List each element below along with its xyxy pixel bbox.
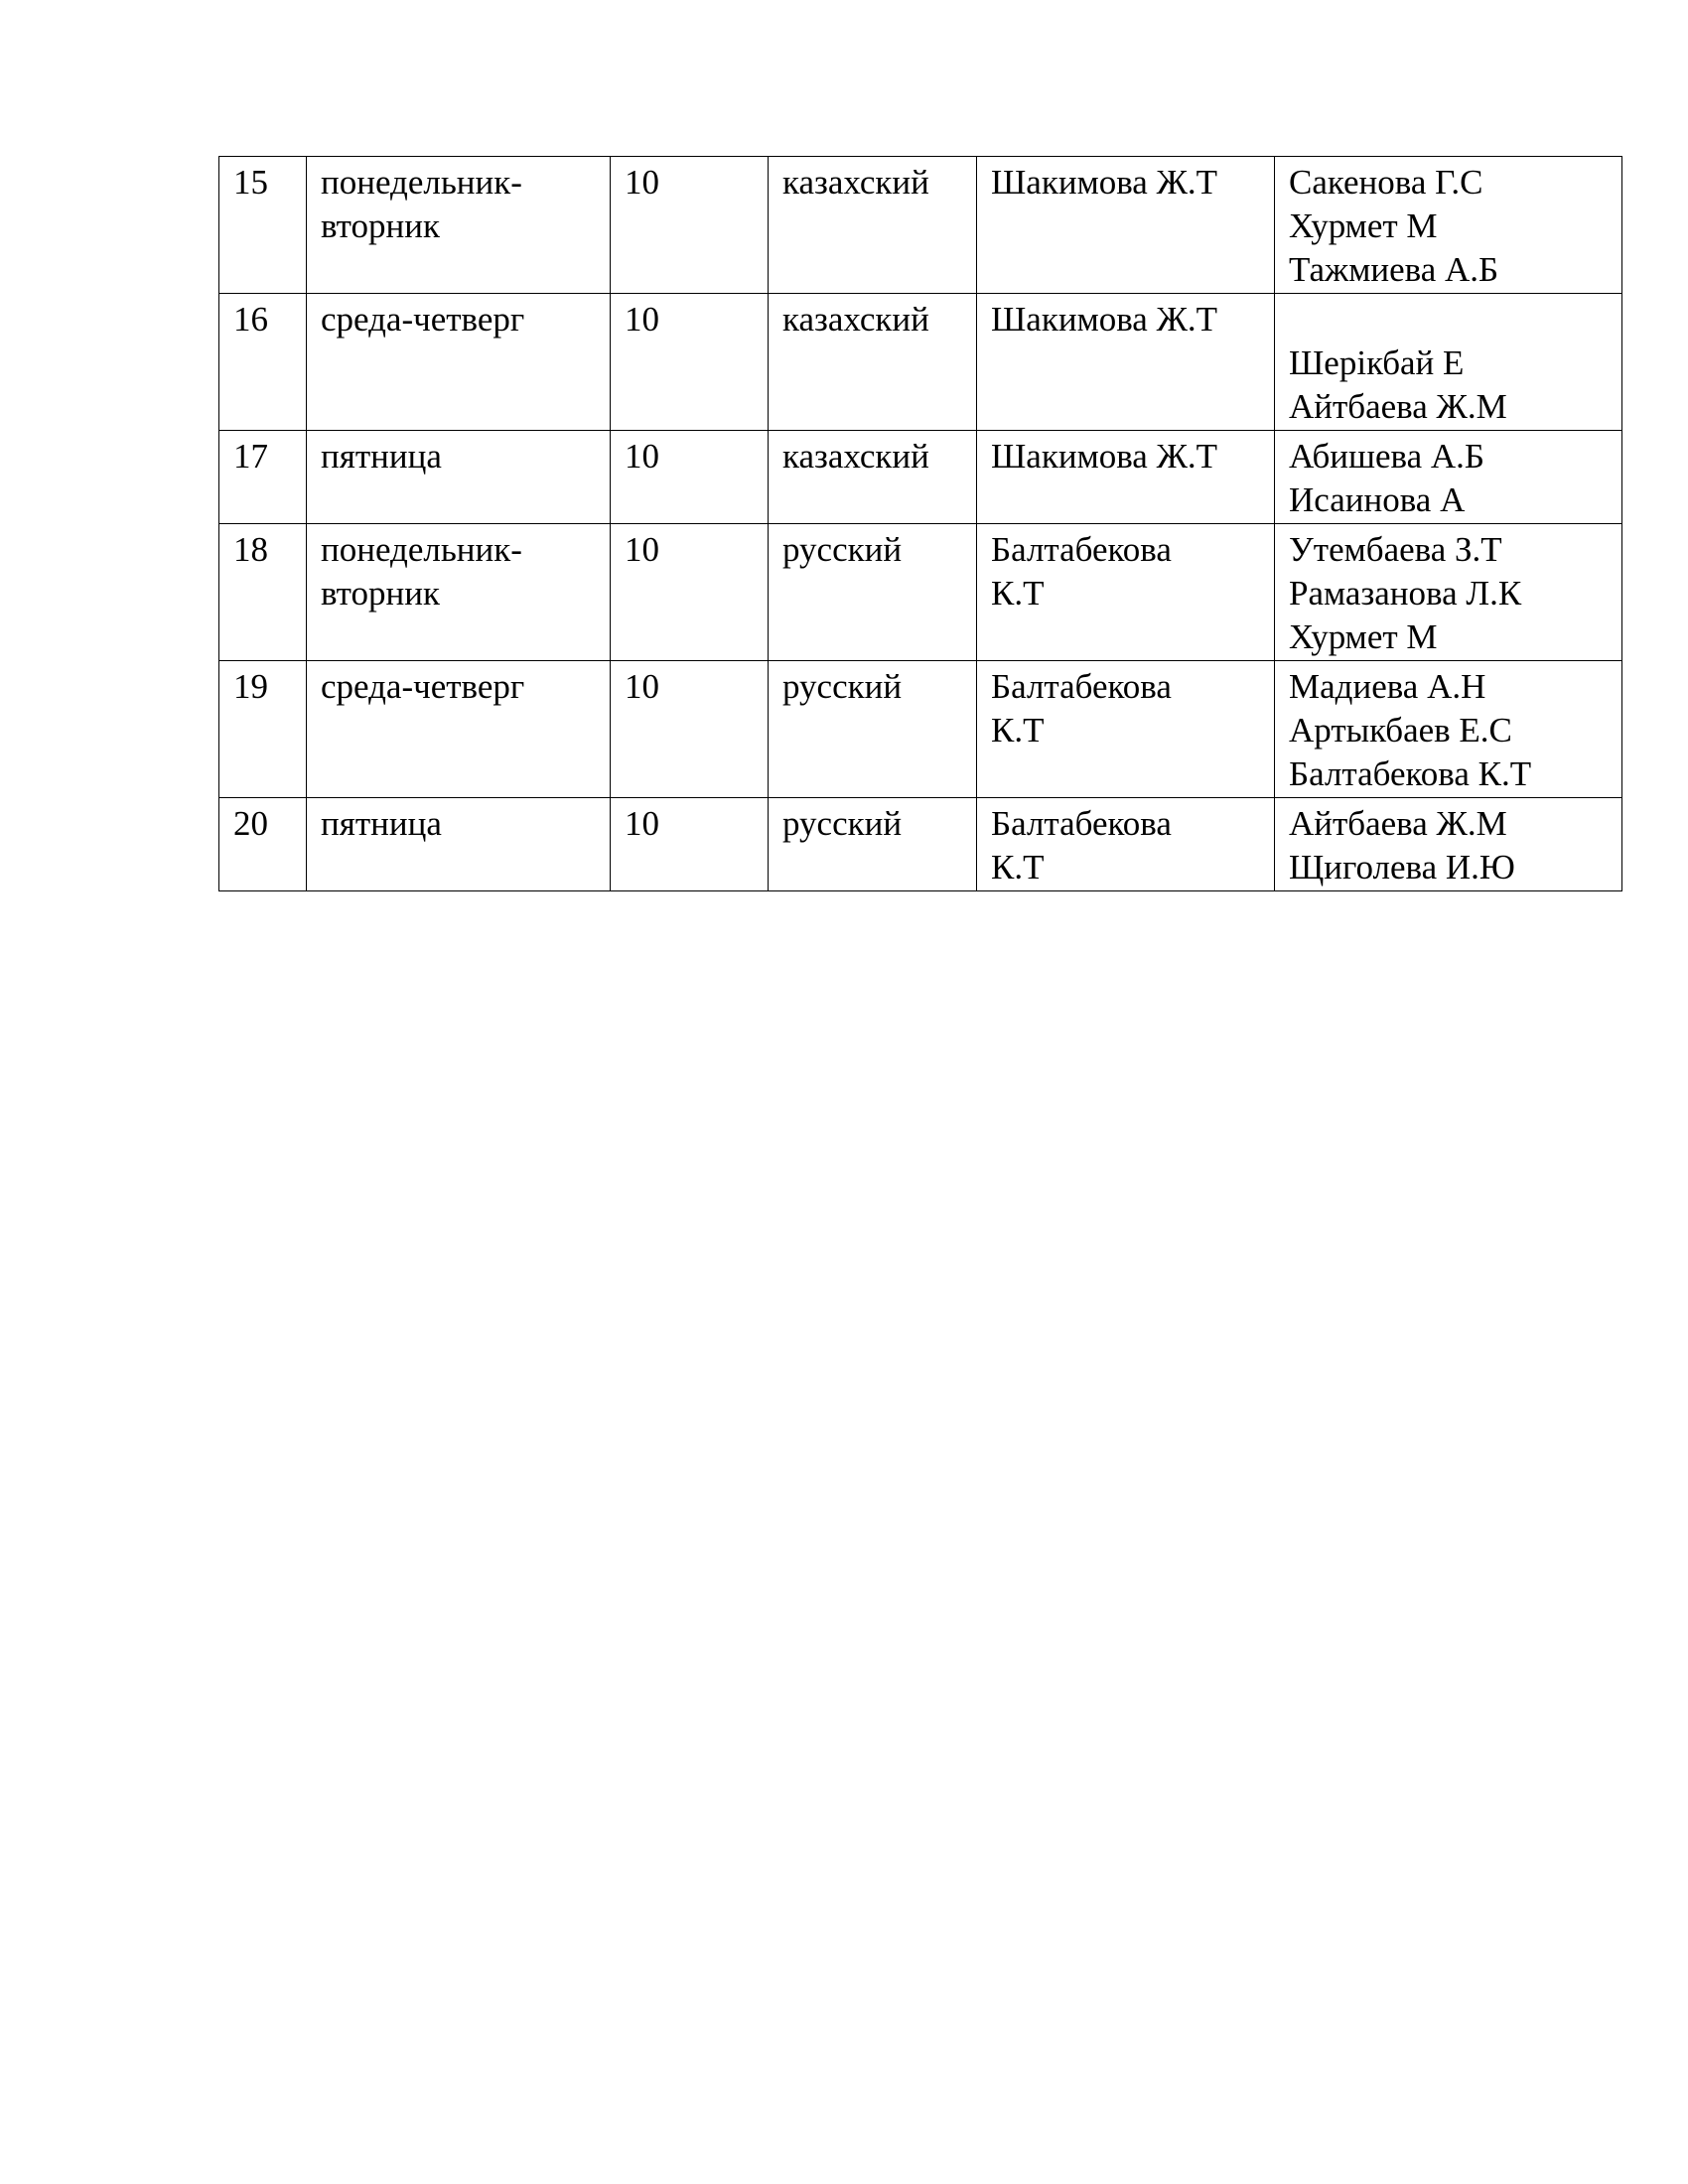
language-cell xyxy=(769,157,977,294)
days-text: понедельник- xyxy=(321,163,522,202)
row-number: 20 xyxy=(233,804,268,843)
member-name xyxy=(1289,298,1616,341)
member-name: Рамазанова Л.К xyxy=(1289,574,1522,613)
table-row xyxy=(219,798,1622,891)
member-name: Утембаева З.Т xyxy=(1289,530,1502,569)
schedule-table xyxy=(218,156,1622,891)
teacher-name: К.Т xyxy=(991,574,1045,613)
row-number-cell xyxy=(219,431,307,524)
row-number-cell xyxy=(219,157,307,294)
row-number-cell xyxy=(219,524,307,661)
member-name: Балтабекова К.Т xyxy=(1289,754,1532,793)
teacher-name: К.Т xyxy=(991,848,1045,887)
language-text: русский xyxy=(782,530,903,569)
members-cell xyxy=(1275,294,1622,431)
row-number-cell xyxy=(219,661,307,798)
teacher-cell xyxy=(977,431,1275,524)
days-text: вторник xyxy=(321,574,440,613)
row-number: 19 xyxy=(233,667,268,706)
grade-cell xyxy=(611,157,769,294)
teacher-cell xyxy=(977,157,1275,294)
member-name: Хурмет М xyxy=(1289,206,1438,245)
member-name: Щиголева И.Ю xyxy=(1289,848,1515,887)
members-cell xyxy=(1275,157,1622,294)
row-number-cell xyxy=(219,294,307,431)
days-cell xyxy=(307,798,611,891)
grade-cell xyxy=(611,661,769,798)
row-number: 16 xyxy=(233,300,268,339)
teacher-name: Шакимова Ж.Т xyxy=(991,300,1218,339)
members-cell xyxy=(1275,524,1622,661)
row-number-cell xyxy=(219,798,307,891)
teacher-name: Балтабекова xyxy=(991,530,1172,569)
grade-text: 10 xyxy=(625,804,659,843)
teacher-name: Балтабекова xyxy=(991,667,1172,706)
language-text: русский xyxy=(782,804,903,843)
days-text: вторник xyxy=(321,206,440,245)
days-cell xyxy=(307,157,611,294)
days-cell xyxy=(307,294,611,431)
table-row xyxy=(219,294,1622,431)
table-row xyxy=(219,431,1622,524)
grade-cell xyxy=(611,524,769,661)
language-text: казахский xyxy=(782,300,929,339)
grade-text: 10 xyxy=(625,530,659,569)
teacher-cell xyxy=(977,524,1275,661)
days-cell xyxy=(307,661,611,798)
teacher-cell xyxy=(977,798,1275,891)
days-text: среда-четверг xyxy=(321,667,525,706)
days-cell xyxy=(307,431,611,524)
language-text: казахский xyxy=(782,163,929,202)
member-name: Абишева А.Б xyxy=(1289,437,1484,476)
grade-cell xyxy=(611,431,769,524)
language-text: казахский xyxy=(782,437,929,476)
member-name: Мадиева А.Н xyxy=(1289,667,1486,706)
row-number: 17 xyxy=(233,437,268,476)
grade-text: 10 xyxy=(625,163,659,202)
member-name: Шерікбай Е xyxy=(1289,343,1465,382)
table-row xyxy=(219,157,1622,294)
table-row xyxy=(219,661,1622,798)
days-cell xyxy=(307,524,611,661)
grade-cell xyxy=(611,294,769,431)
language-cell xyxy=(769,524,977,661)
grade-text: 10 xyxy=(625,667,659,706)
teacher-name: Балтабекова xyxy=(991,804,1172,843)
days-text: пятница xyxy=(321,804,442,843)
member-name: Тажмиева А.Б xyxy=(1289,250,1499,289)
language-cell xyxy=(769,294,977,431)
teacher-cell xyxy=(977,661,1275,798)
row-number: 18 xyxy=(233,530,268,569)
teacher-name: К.Т xyxy=(991,711,1045,750)
grade-text: 10 xyxy=(625,437,659,476)
days-text: среда-четверг xyxy=(321,300,525,339)
teacher-name: Шакимова Ж.Т xyxy=(991,437,1218,476)
teacher-cell xyxy=(977,294,1275,431)
language-cell xyxy=(769,431,977,524)
table-row xyxy=(219,524,1622,661)
member-name: Айтбаева Ж.М xyxy=(1289,804,1507,843)
member-name: Айтбаева Ж.М xyxy=(1289,387,1507,426)
member-name: Сакенова Г.С xyxy=(1289,163,1483,202)
language-cell xyxy=(769,661,977,798)
grade-text: 10 xyxy=(625,300,659,339)
member-name: Артыкбаев Е.С xyxy=(1289,711,1512,750)
members-cell xyxy=(1275,661,1622,798)
days-text: понедельник- xyxy=(321,530,522,569)
teacher-name: Шакимова Ж.Т xyxy=(991,163,1218,202)
language-cell xyxy=(769,798,977,891)
members-cell xyxy=(1275,431,1622,524)
days-text: пятница xyxy=(321,437,442,476)
member-name: Исаинова А xyxy=(1289,480,1466,519)
language-text: русский xyxy=(782,667,903,706)
row-number: 15 xyxy=(233,163,268,202)
member-name: Хурмет М xyxy=(1289,617,1438,656)
grade-cell xyxy=(611,798,769,891)
members-cell xyxy=(1275,798,1622,891)
